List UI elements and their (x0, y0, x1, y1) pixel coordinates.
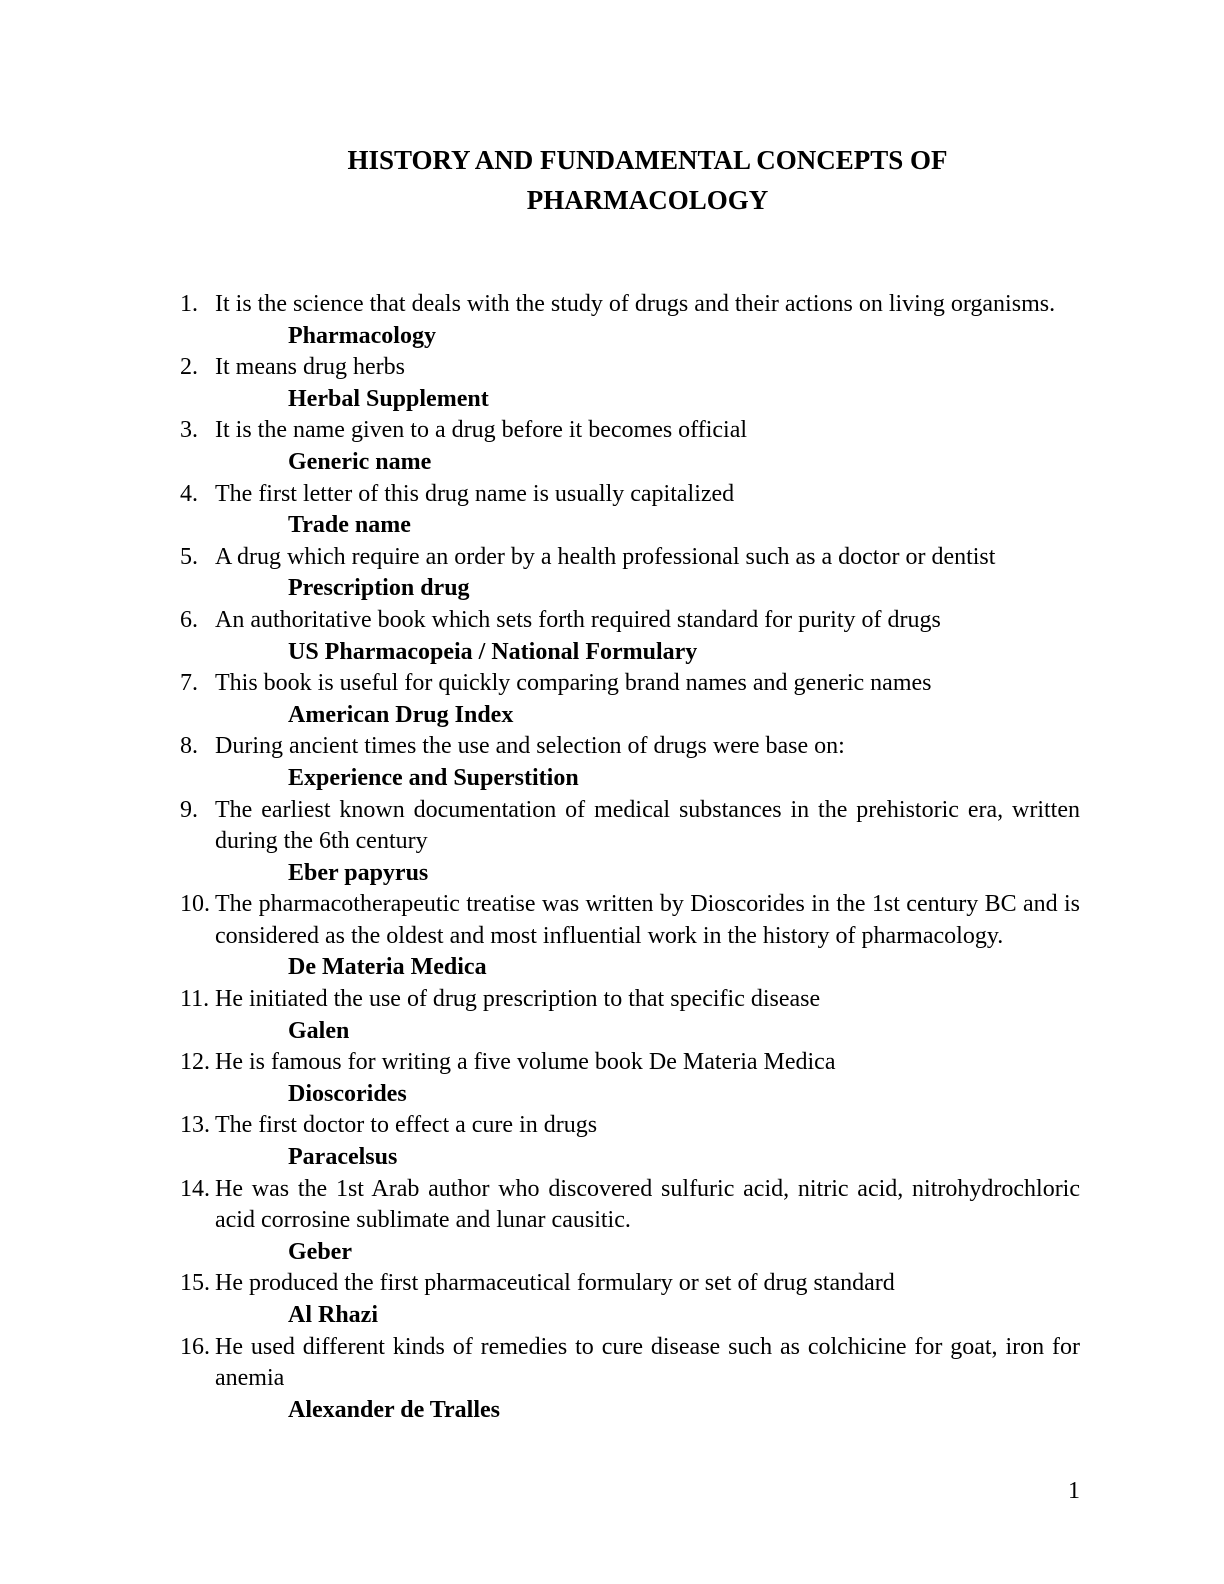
item-answer: Eber papyrus (288, 859, 429, 886)
item-number: 6. (180, 606, 198, 633)
item-question: This book is useful for quickly comparing brand names and generic names (215, 670, 932, 697)
list-item (180, 479, 1080, 542)
item-number: 5. (180, 543, 198, 570)
item-number: 12. (180, 1049, 210, 1076)
list-item (180, 1110, 1080, 1173)
item-question: He used different kinds of remedies to cure disease such as colchicine for goat, iron for anemia (215, 1333, 1080, 1392)
item-number: 15. (180, 1270, 210, 1297)
item-answer: Trade name (288, 512, 411, 539)
item-answer: Dioscorides (288, 1080, 407, 1107)
item-number: 1. (180, 291, 198, 317)
item-question: During ancient times the use and selection of drugs were base on: (215, 733, 845, 760)
item-answer: Experience and Superstition (288, 764, 579, 791)
list-item (180, 795, 1080, 890)
item-question: The first letter of this drug name is usually capitalized (215, 480, 735, 507)
item-question: The first doctor to effect a cure in drugs (215, 1112, 598, 1139)
item-question: He is famous for writing a five volume book De Materia Medica (215, 1049, 836, 1076)
item-number: 3. (180, 417, 198, 444)
document-title-line-2: PHARMACOLOGY (526, 185, 769, 215)
list-item (180, 1332, 1080, 1427)
list-item (180, 984, 1080, 1047)
item-number: 10. (180, 891, 210, 918)
item-number: 2. (180, 354, 198, 381)
item-answer: US Pharmacopeia / National Formulary (288, 638, 698, 665)
item-number: 4. (180, 480, 198, 507)
item-question: It is the science that deals with the study of drugs and their actions on living organisms. (215, 291, 1056, 317)
item-question: The pharmacotherapeutic treatise was written by Dioscorides in the 1st century BC and is considered as the oldest and most influential work in the history of pharmacology. (215, 891, 1080, 949)
list-item (180, 889, 1080, 984)
list-item (180, 415, 1080, 478)
list-item (180, 731, 1080, 794)
list-item (180, 668, 1080, 731)
document-title-line-1: HISTORY AND FUNDAMENTAL CONCEPTS OF (347, 145, 948, 175)
item-number: 8. (180, 733, 198, 760)
item-question: An authoritative book which sets forth required standard for purity of drugs (215, 606, 941, 633)
item-question: He was the 1st Arab author who discovered sulfuric acid, nitric acid, nitrohydrochloric acid corrosine sublimate and lunar causitic. (215, 1175, 1080, 1234)
item-answer: Generic name (288, 448, 432, 475)
item-answer: Alexander de Tralles (288, 1396, 500, 1423)
item-number: 11. (180, 986, 210, 1013)
item-answer: Herbal Supplement (288, 385, 489, 412)
item-question: A drug which require an order by a health professional such as a doctor or dentist (215, 543, 996, 570)
item-answer: Pharmacology (288, 322, 436, 349)
page-number: 1 (1068, 1478, 1080, 1504)
item-question: He produced the first pharmaceutical formulary or set of drug standard (215, 1270, 895, 1297)
item-question: It means drug herbs (215, 354, 405, 381)
item-question: The earliest known documentation of medical substances in the prehistoric era, written during the 6th century (215, 796, 1080, 855)
item-answer: Galen (288, 1017, 350, 1044)
document-title (215, 140, 1080, 220)
item-answer: Paracelsus (288, 1144, 398, 1171)
item-answer: American Drug Index (288, 701, 514, 728)
item-number: 16. (180, 1333, 210, 1360)
item-answer: Geber (288, 1238, 352, 1265)
list-item (180, 542, 1080, 605)
list-item (180, 1047, 1080, 1110)
item-answer: Prescription drug (288, 575, 470, 602)
item-answer: De Materia Medica (288, 954, 487, 981)
item-number: 13. (180, 1112, 210, 1139)
item-answer: Al Rhazi (288, 1302, 378, 1328)
item-number: 9. (180, 796, 198, 823)
item-number: 14. (180, 1175, 210, 1202)
list-item (180, 352, 1080, 415)
item-number: 7. (180, 670, 198, 697)
list-item (180, 605, 1080, 668)
question-list (180, 289, 1080, 1426)
list-item (180, 289, 1080, 352)
item-question: He initiated the use of drug prescription to that specific disease (215, 986, 821, 1013)
item-question: It is the name given to a drug before it becomes official (215, 417, 748, 444)
list-item (180, 1174, 1080, 1269)
list-item (180, 1268, 1080, 1331)
